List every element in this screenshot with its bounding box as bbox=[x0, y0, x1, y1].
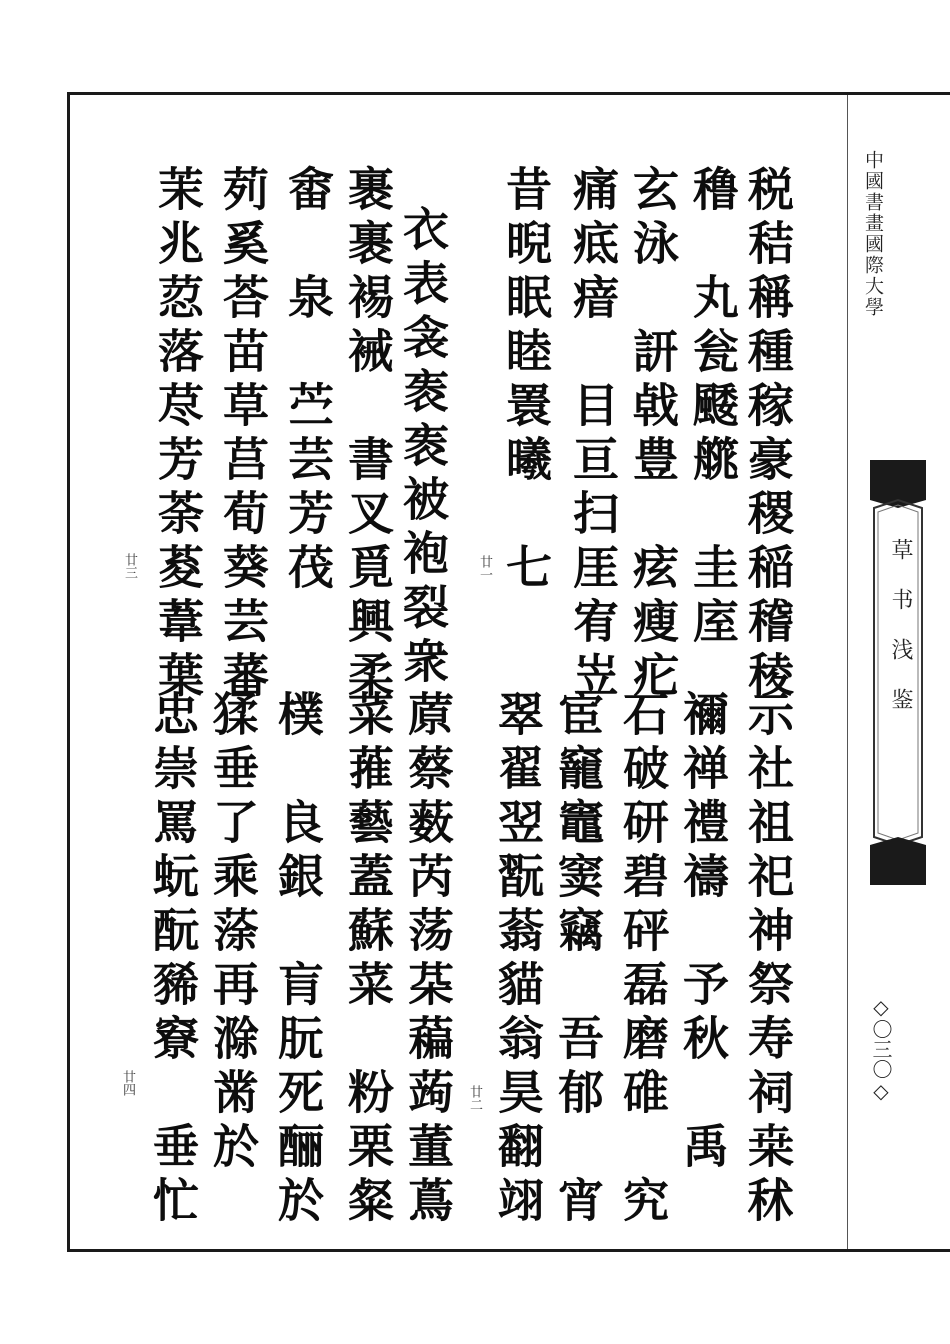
calligraphy-column: 菜蓷藝蓋蘇菜 粉栗粲 bbox=[341, 690, 395, 1230]
calligraphy-column: 衣表衾袠袠被袍裂衆 bbox=[396, 205, 450, 691]
calligraphy-column: 宦竉竈窦竊 吾郁 宵 bbox=[551, 690, 605, 1230]
calligraphy-column: 蒝蔡薮芮荡䒳藊蒟董蔦 bbox=[401, 690, 455, 1230]
section-marker: 廿一 bbox=[477, 555, 492, 581]
calligraphy-column: 茢奚荅苗草莒荀葵芸蕃 bbox=[216, 165, 270, 705]
calligraphy-column: 痛疷瘖 目亘扫厓宥岦 bbox=[566, 165, 620, 705]
running-header: 中國書畫國際大學 bbox=[862, 150, 884, 318]
calligraphy-column: 畬 泉 苎芸芳茷 bbox=[281, 165, 335, 597]
page-number: ◇〇三〇◇ bbox=[869, 995, 893, 1103]
margin-rule bbox=[847, 95, 848, 1249]
calligraphy-column: 昔晲眠睦瞏曦 七 bbox=[499, 165, 553, 597]
calligraphy-column: 裹裹裼裓 書叉覓興柔 bbox=[341, 165, 395, 705]
calligraphy-column: 猱垂了乘蒤再滁黹於 bbox=[206, 690, 260, 1176]
calligraphy-column: 玄泳 訮㦸豊 痃瘦疕 bbox=[626, 165, 680, 705]
calligraphy-column: 忠崇罵蚖酛豨竂 垂忙 bbox=[146, 690, 200, 1230]
calligraphy-column: 石破研碧砰磊磨碓 究 bbox=[616, 690, 670, 1230]
section-marker: 廿二 bbox=[467, 1085, 482, 1111]
calligraphy-column: 茉兆荵落荩芳荼荾葦葉 bbox=[151, 165, 205, 705]
section-marker: 廿三 bbox=[122, 553, 137, 579]
chapter-badge bbox=[868, 460, 928, 885]
calligraphy-column: 禰禅禮禱 予秋 禹 bbox=[676, 690, 730, 1176]
calligraphy-column: 穞 丸瓮䬐艞 圭庢 bbox=[686, 165, 740, 651]
calligraphy-column: 示社祖祀神祭寿祠桒秫 bbox=[741, 690, 795, 1230]
calligraphy-column: 樸 良銀 肓朊死酾於 bbox=[271, 690, 325, 1230]
chapter-title: 草书浅鉴 bbox=[888, 538, 913, 738]
section-marker: 廿四 bbox=[120, 1070, 135, 1096]
calligraphy-column: 翠翟翌翫蓊貓翁昊翻翊 bbox=[491, 690, 545, 1230]
calligraphy-column: 税秸稱種稼豪稷稲稽稜 bbox=[741, 165, 795, 705]
